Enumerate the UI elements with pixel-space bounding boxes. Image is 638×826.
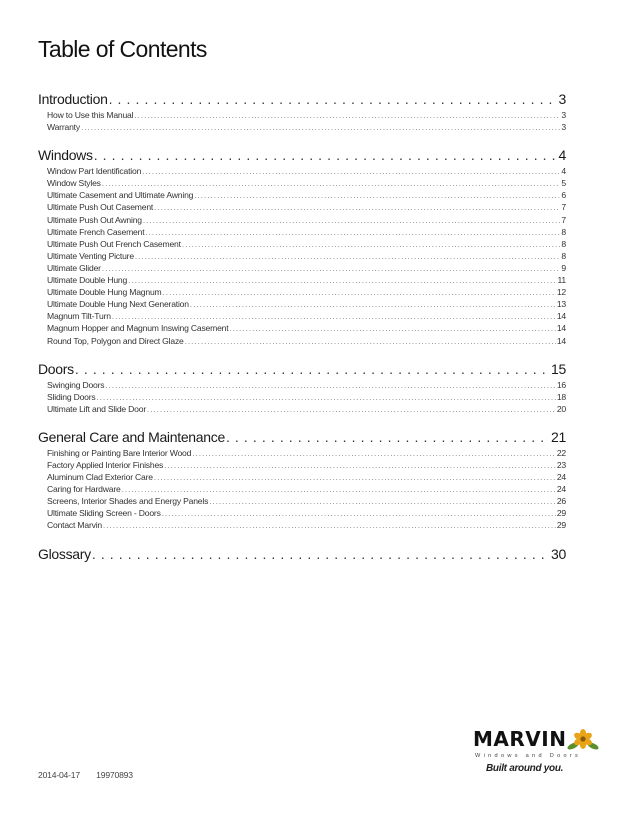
logo-tagline: Built around you. [486,763,564,774]
dot-leader [102,263,561,275]
toc-section-entry[interactable] [38,360,566,379]
toc-page-number: 15 [551,360,566,377]
table-of-contents [38,90,566,577]
toc-page-number: 11 [557,275,566,286]
toc-entry-label: Warranty [47,122,80,133]
toc-page-number: 14 [556,335,566,346]
dot-leader [142,166,560,178]
toc-entry-label: Magnum Hopper and Magnum Inswing Casement [47,323,229,334]
toc-page-number: 29 [556,520,566,531]
document-code [38,770,133,780]
toc-page-number: 6 [561,190,566,201]
toc-entry-label: Ultimate Double Hung Magnum [47,287,162,298]
page-title: Table of Contents [38,36,207,62]
toc-subsection-entry[interactable] [38,298,566,310]
toc-entry-label: Screens, Interior Shades and Energy Panels [47,496,209,507]
dot-leader [81,122,560,134]
toc-subsection-entry[interactable] [38,109,566,121]
toc-subsection-entry[interactable] [38,286,566,298]
toc-page-number: 12 [556,287,566,298]
toc-subsection-entry[interactable] [38,495,566,507]
toc-page-number: 29 [556,508,566,519]
toc-page-number: 7 [561,214,566,225]
toc-entry-label: How to Use this Manual [47,110,134,120]
toc-subsection-entry[interactable] [38,165,566,177]
toc-section [38,545,566,564]
toc-page-number: 16 [556,379,566,390]
toc-page-number: 24 [556,484,566,495]
toc-page-number: 13 [556,299,566,310]
toc-subsection-entry[interactable] [38,250,566,262]
toc-subsection-entry[interactable] [38,459,566,471]
toc-entry-label: Magnum Tilt-Turn [47,311,111,322]
document-date: 2014-04-17 [38,770,80,780]
toc-section-entry[interactable] [38,545,566,564]
toc-page-number: 30 [551,545,566,562]
toc-page-number: 22 [556,447,566,458]
toc-page-number: 18 [556,391,566,402]
dot-leader [97,392,556,404]
toc-entry-label: Ultimate Lift and Slide Door [47,403,147,414]
toc-subsection-entry[interactable] [38,447,566,459]
toc-subsection-entry[interactable] [38,121,566,133]
dot-leader [145,227,560,239]
toc-entry-label: Ultimate Sliding Screen - Doors [47,508,161,519]
dot-leader [226,428,550,447]
logo-wordmark: MARVIN [473,727,567,751]
toc-page-number: 14 [556,323,566,334]
toc-entry-label: Aluminum Clad Exterior Care [47,472,153,483]
toc-entry-label: Glossary [38,545,91,562]
dot-leader [190,299,556,311]
toc-entry-label: Ultimate Venting Picture [47,250,134,261]
toc-entry-label: Windows [38,147,93,164]
dot-leader [154,472,556,484]
toc-section [38,360,566,415]
toc-subsection-entry[interactable] [38,310,566,322]
toc-entry-label: Window Part Identification [47,166,142,177]
toc-page-number: 23 [556,459,566,470]
toc-entry-label: General Care and Maintenance [38,428,225,445]
toc-entry-label: Ultimate Casement and Ultimate Awning [47,190,194,201]
dot-leader [109,90,558,109]
toc-subsection-entry[interactable] [38,335,566,347]
toc-subsection-entry[interactable] [38,201,566,213]
toc-page-number: 8 [561,238,566,249]
dot-leader [163,287,556,299]
toc-subsection-entry[interactable] [38,507,566,519]
toc-entry-label: Ultimate Push Out French Casement [47,238,181,249]
toc-subsection-entry[interactable] [38,391,566,403]
toc-subsection-entry[interactable] [38,274,566,286]
toc-subsection-entry[interactable] [38,483,566,495]
document-number: 19970893 [96,770,133,780]
dot-leader [162,508,556,520]
toc-page-number: 20 [556,403,566,414]
toc-subsection-entry[interactable] [38,214,566,226]
toc-entry-label: Doors [38,360,74,377]
toc-subsection-entry[interactable] [38,379,566,391]
dot-leader [185,336,556,348]
toc-page-number: 21 [551,428,566,445]
dot-leader [182,239,561,251]
dot-leader [147,404,556,416]
dot-leader [192,448,556,460]
toc-entry-label: Ultimate Push Out Casement [47,202,154,213]
toc-page-number: 4 [558,147,566,164]
toc-page-number: 8 [561,226,566,237]
toc-subsection-entry[interactable] [38,238,566,250]
dot-leader [103,520,556,532]
marvin-logo [470,727,600,782]
dot-leader [154,202,560,214]
toc-entry-label: Contact Marvin [47,520,102,531]
toc-page-number: 4 [561,166,566,177]
dot-leader [92,545,550,564]
toc-section-entry[interactable] [38,428,566,447]
toc-entry-label: Ultimate French Casement [47,226,145,237]
dot-leader [164,460,556,472]
dot-leader [75,360,550,379]
toc-section-entry[interactable] [38,90,566,109]
toc-entry-label: Ultimate Push Out Awning [47,214,142,225]
toc-page-number: 14 [556,311,566,322]
toc-subsection-entry[interactable] [38,262,566,274]
toc-section [38,90,566,133]
toc-page-number: 24 [556,472,566,483]
toc-subsection-entry[interactable] [38,322,566,334]
toc-entry-label: Ultimate Glider [47,262,101,273]
toc-entry-label: Ultimate Double Hung [47,275,128,286]
toc-subsection-entry[interactable] [38,403,566,415]
toc-subsection-entry[interactable] [38,519,566,531]
dot-leader [229,323,555,335]
dot-leader [209,496,556,508]
toc-subsection-entry[interactable] [38,226,566,238]
toc-page-number: 26 [556,496,566,507]
toc-entry-label: Swinging Doors [47,379,105,390]
toc-section [38,428,566,532]
toc-page-number: 7 [561,202,566,213]
toc-entry-label: Ultimate Double Hung Next Generation [47,299,189,310]
toc-subsection-entry[interactable] [38,177,566,189]
toc-section [38,146,566,346]
dot-leader [194,190,560,202]
toc-entry-label: Sliding Doors [47,391,96,402]
toc-page-number: 5 [561,178,566,189]
toc-page-number: 3 [558,91,566,107]
toc-entry-label: Round Top, Polygon and Direct Glaze [47,335,184,346]
toc-page-number: 8 [561,250,566,261]
flower-icon [566,727,600,755]
toc-entry-label: Introduction [38,91,108,107]
toc-entry-label: Window Styles [47,178,101,189]
dot-leader [143,215,561,227]
toc-entry-label: Finishing or Painting Bare Interior Wood [47,447,192,458]
toc-page-number: 9 [561,262,566,273]
dot-leader [94,146,558,165]
toc-entry-label: Factory Applied Interior Finishes [47,459,164,470]
toc-subsection-entry[interactable] [38,189,566,201]
toc-page-number: 3 [561,110,566,120]
toc-page-number: 3 [561,122,566,133]
toc-subsection-entry[interactable] [38,471,566,483]
toc-entry-label: Caring for Hardware [47,484,121,495]
logo-subtitle: Windows and Doors [475,753,582,759]
toc-section-entry[interactable] [38,146,566,165]
dot-leader [128,275,556,287]
dot-leader [135,251,560,263]
dot-leader [105,380,555,392]
dot-leader [134,110,560,122]
